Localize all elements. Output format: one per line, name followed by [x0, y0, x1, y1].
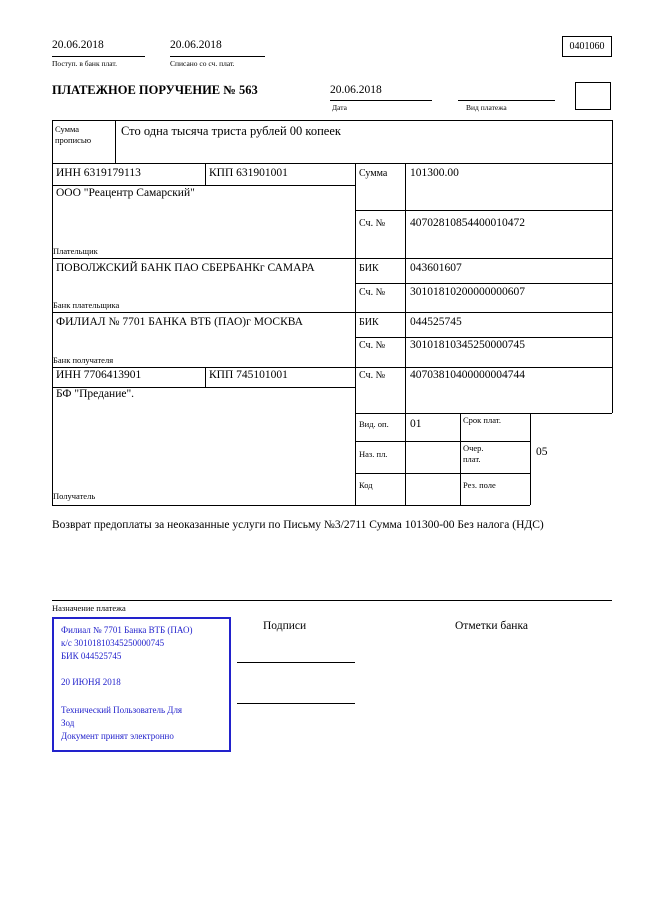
payment-type-label: Вид платежа [466, 103, 507, 112]
table-border [530, 413, 531, 505]
table-border [205, 163, 206, 185]
op-type-value: 01 [410, 418, 422, 430]
table-border [52, 258, 612, 259]
order-date-underline [330, 100, 432, 101]
received-date-underline [52, 56, 145, 57]
payer-label: Плательщик [53, 246, 98, 256]
payee-label: Получатель [53, 491, 96, 501]
payer-bank-account-value: 30101810200000000607 [410, 286, 525, 298]
table-border [52, 120, 612, 121]
due-date-label: Срок плат. [463, 415, 501, 425]
table-border [612, 120, 613, 413]
payer-account-value: 40702810854400010472 [410, 217, 525, 229]
table-border [205, 367, 206, 387]
order-date-label: Дата [332, 103, 347, 112]
payment-type-box [575, 82, 611, 110]
bank-stamp [52, 617, 231, 752]
form-code-box: 0401060 [562, 36, 612, 57]
debited-label: Списано со сч. плат. [170, 59, 235, 68]
amount-words-label: Сумма прописью [55, 124, 92, 145]
signature-line-2 [237, 703, 355, 704]
table-border [115, 120, 116, 163]
table-border [52, 185, 355, 186]
amount-words-value: Сто одна тысяча триста рублей 00 копеек [121, 124, 341, 138]
table-border [355, 337, 612, 338]
code-label: Код [359, 480, 373, 490]
table-border [460, 413, 461, 505]
payer-kpp: КПП 631901001 [209, 167, 288, 179]
payer-account-label: Сч. № [359, 218, 386, 229]
purpose-label: Назначение платежа [52, 603, 126, 613]
table-border [355, 473, 530, 474]
purpose-code-label: Наз. пл. [359, 449, 388, 459]
bank-marks-label: Отметки банка [455, 620, 528, 632]
order-date: 20.06.2018 [330, 84, 382, 96]
signatures-label: Подписи [263, 620, 307, 632]
table-border [52, 163, 612, 164]
reserve-field-label: Рез. поле [463, 480, 496, 490]
payer-bank-bik-label: БИК [359, 263, 379, 274]
stamp-accepted-note: Документ принят электронно [61, 731, 174, 741]
stamp-corr-account: к/с 30101810345250000745 [61, 638, 165, 648]
payee-account-label: Сч. № [359, 370, 386, 381]
purpose-text: Возврат предоплаты за неоказанные услуги по Письму №3/2711 Сумма 101300-00 Без налога (НДС) [52, 519, 544, 531]
purpose-underline [52, 600, 612, 601]
table-border [355, 163, 356, 505]
payee-account-value: 40703810400000004744 [410, 369, 525, 381]
priority-value: 05 [536, 446, 548, 458]
table-border [355, 283, 612, 284]
table-border [52, 505, 530, 506]
debited-date: 20.06.2018 [170, 39, 222, 51]
payee-name: БФ "Предание". [56, 388, 135, 400]
stamp-operator-1: Технический Пользователь Для [61, 705, 183, 715]
page-title: ПЛАТЕЖНОЕ ПОРУЧЕНИЕ № 563 [52, 83, 258, 97]
table-border [52, 312, 612, 313]
payer-bank-name: ПОВОЛЖСКИЙ БАНК ПАО СБЕРБАНКг САМАРА [56, 262, 315, 274]
debited-date-underline [170, 56, 265, 57]
payer-inn: ИНН 6319179113 [56, 167, 141, 179]
payee-bank-name: ФИЛИАЛ № 7701 БАНКА ВТБ (ПАО)г МОСКВА [56, 316, 303, 328]
received-date: 20.06.2018 [52, 39, 104, 51]
payer-bank-account-label: Сч. № [359, 287, 386, 298]
payer-bank-label: Банк плательщика [53, 300, 120, 310]
table-border [355, 441, 530, 442]
table-border [52, 120, 53, 505]
payee-bank-label: Банк получателя [53, 355, 114, 365]
op-type-label: Вид. оп. [359, 419, 389, 429]
priority-label: Очер. плат. [463, 443, 484, 464]
payee-bank-account-value: 30101810345250000745 [410, 339, 525, 351]
table-border [52, 367, 612, 368]
table-border [355, 413, 612, 414]
stamp-bank-name: Филиал № 7701 Банка ВТБ (ПАО) [61, 625, 193, 635]
payee-inn: ИНН 7706413901 [56, 369, 142, 381]
stamp-date: 20 ИЮНЯ 2018 [61, 677, 121, 687]
stamp-bik: БИК 044525745 [61, 651, 122, 661]
table-border [405, 163, 406, 505]
sum-value: 101300.00 [410, 167, 459, 179]
stamp-operator-2: Зод [61, 718, 75, 728]
payer-name: ООО "Реацентр Самарский" [56, 187, 195, 199]
payer-bank-bik-value: 043601607 [410, 262, 462, 274]
payee-bank-account-label: Сч. № [359, 340, 386, 351]
payee-kpp: КПП 745101001 [209, 369, 288, 381]
sum-label: Сумма [359, 168, 388, 179]
payee-bank-bik-label: БИК [359, 317, 379, 328]
received-label: Поступ. в банк плат. [52, 59, 117, 68]
table-border [355, 210, 612, 211]
payment-type-underline [458, 100, 555, 101]
signature-line-1 [237, 662, 355, 663]
payee-bank-bik-value: 044525745 [410, 316, 462, 328]
